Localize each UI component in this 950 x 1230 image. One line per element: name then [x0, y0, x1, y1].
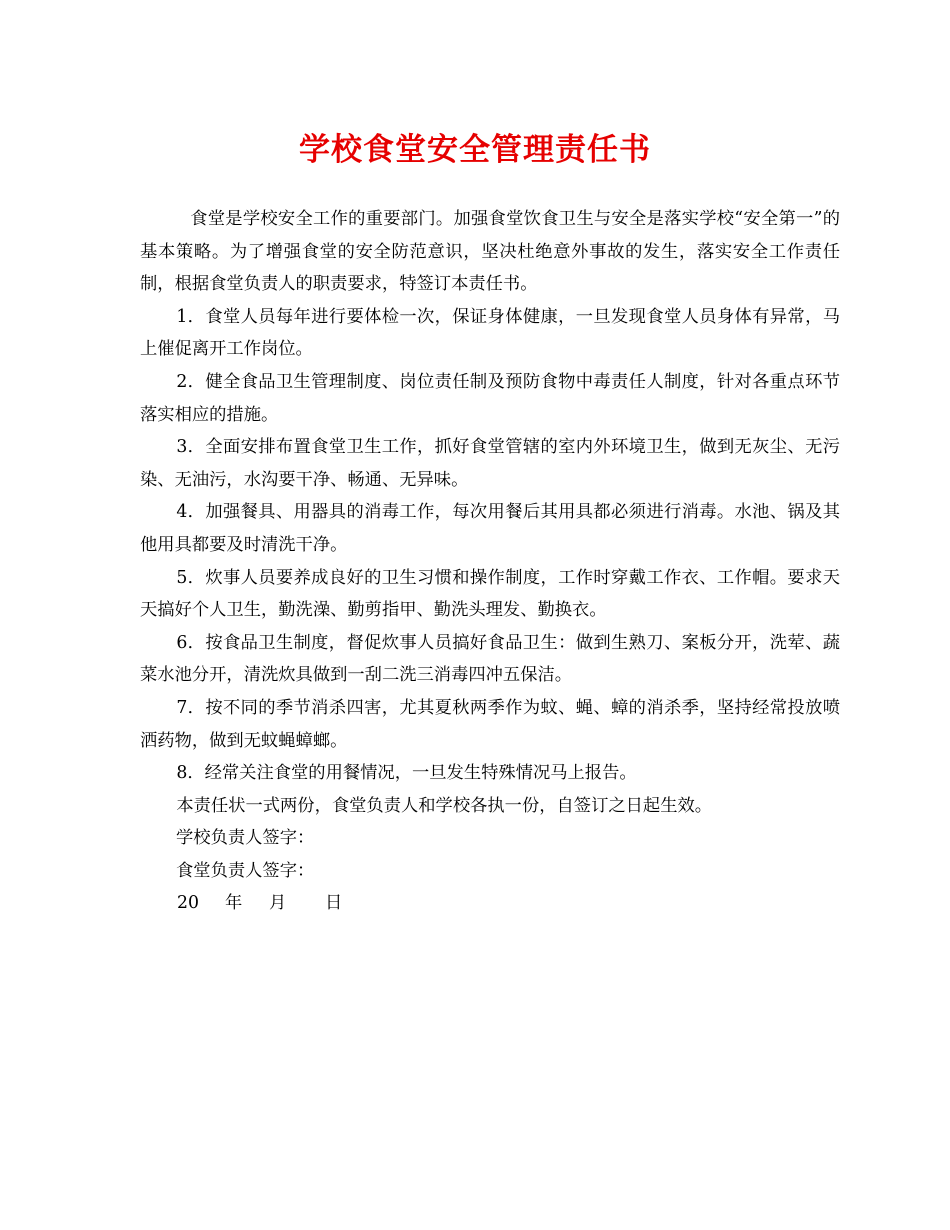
document-body: [140, 203, 840, 920]
clause-1: 1．食堂人员每年进行要体检一次，保证身体健康，一旦发现食堂人员身体有异常，马上催促离开工作岗位。: [140, 306, 840, 360]
canteen-signature-label: 食堂负责人签字：: [176, 860, 315, 881]
date-year-label: 年: [225, 893, 243, 914]
document-title: 学校食堂安全管理责任书: [299, 132, 651, 168]
clause-6: 6．按食品卫生制度，督促炊事人员搞好食品卫生：做到生熟刀、案板分开，洗荤、蔬菜水池分开，清洗炊具做到一刮二洗三消毒四冲五保洁。: [140, 632, 840, 686]
date-year-prefix: 20: [177, 893, 199, 914]
date-line: [140, 887, 840, 920]
school-signature-label: 学校负责人签字：: [176, 828, 315, 849]
intro-paragraph: 食堂是学校安全工作的重要部门。加强食堂饮食卫生与安全是落实学校“安全第一”的基本策略。为了增强食堂的安全防范意识，坚决杜绝意外事故的发生，落实安全工作责任制，根据食堂负责人的职责要求，特签订本责任书。: [140, 209, 840, 295]
clause-5: 5．炊事人员要养成良好的卫生习惯和操作制度，工作时穿戴工作衣、工作帽。要求天天搞好个人卫生，勤洗澡、勤剪指甲、勤洗头理发、勤换衣。: [140, 567, 840, 621]
date-month-label: 月: [269, 893, 287, 914]
clause-2: 2．健全食品卫生管理制度、岗位责任制及预防食物中毒责任人制度，针对各重点环节落实相应的措施。: [140, 371, 840, 425]
date-day-label: 日: [325, 893, 343, 914]
clause-3: 3．全面安排布置食堂卫生工作，抓好食堂管辖的室内外环境卫生，做到无灰尘、无污染、无油污，水沟要干净、畅通、无异味。: [140, 437, 840, 490]
clause-7: 7．按不同的季节消杀四害，尤其夏秋两季作为蚊、蝇、蟑的消杀季，坚持经常投放喷洒药物，做到无蚊蝇蟑螂。: [140, 697, 840, 751]
clause-8: 8．经常关注食堂的用餐情况，一旦发生特殊情况马上报告。: [176, 763, 637, 784]
clause-4: 4．加强餐具、用器具的消毒工作，每次用餐后其用具都必须进行消毒。水池、锅及其他用具都要及时清洗干净。: [140, 502, 840, 555]
closing-paragraph: 本责任状一式两份，食堂负责人和学校各执一份，自签订之日起生效。: [176, 795, 713, 816]
